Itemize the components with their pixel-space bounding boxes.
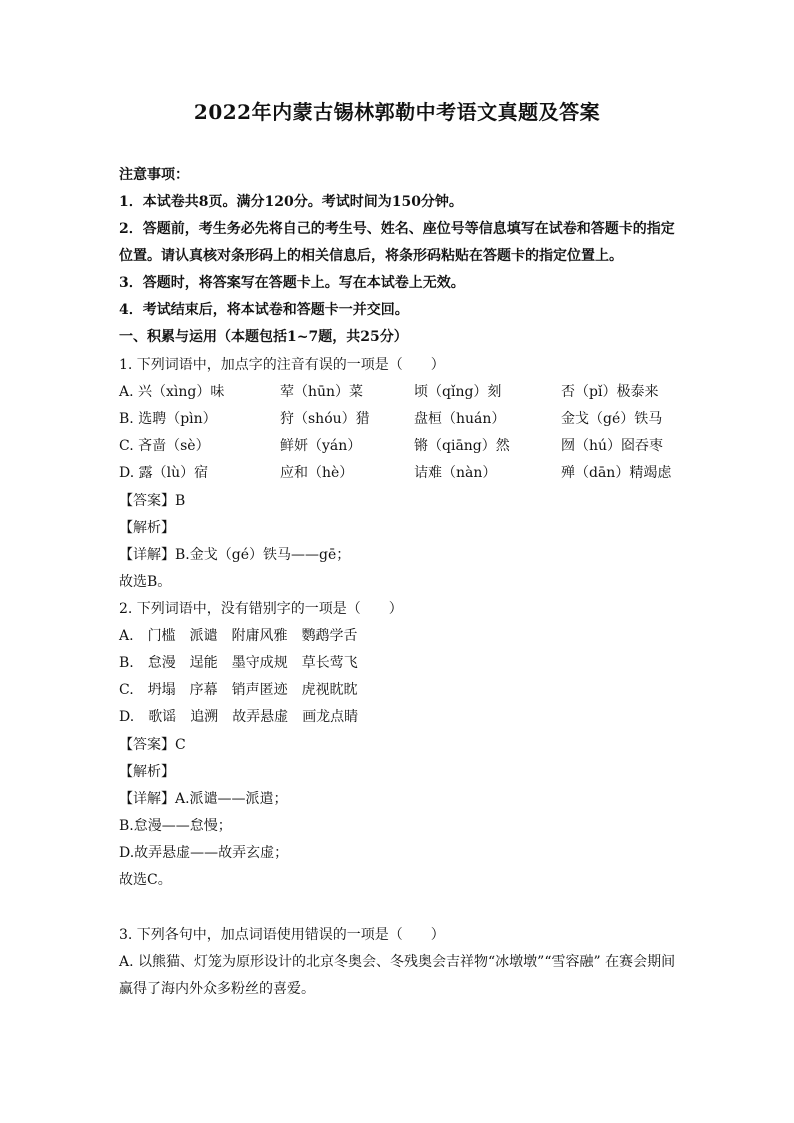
q2-option-word: 草长莺飞 [301,655,358,671]
notice-item-3: 3．答题时，将答案写在答题卡上。写在本试卷上无效。 [119,275,465,291]
q2-option-word: 追溯 [190,709,219,725]
q2-option-row [119,654,372,672]
q1-stem: 1. 下列词语中，加点字的注音有误的一项是（ ） [119,357,445,373]
q1-option: 金戈（gé）铁马 [561,411,663,427]
q3-stem: 3. 下列各句中，加点词语使用错误的一项是（ ） [119,927,445,943]
q2-option-word: 派谴 [189,628,218,644]
q2-option-word: 附庸风雅 [231,628,288,644]
notice-item-1: 1．本试卷共8页。满分120分。考试时间为150分钟。 [119,194,463,210]
q2-option-word: 逞能 [189,655,218,671]
q1-option: 诘难（nàn） [414,465,497,481]
q2-option-row [119,627,372,645]
q2-option-word: 序幕 [189,682,218,698]
section-heading: 一、积累与运用（本题包括1~7题，共25分） [119,329,408,345]
q2-option-word: 故弄悬虚 [232,709,289,725]
q1-detail: 【详解】B.金戈（gé）铁马——gē； [119,547,351,563]
q1-option: 荤（hūn）菜 [280,384,364,400]
q1-option: 锵（qiāng）然 [414,438,510,454]
q1-answer: 【答案】B [119,493,186,509]
q2-option-row [119,681,372,699]
q2-option-row [119,708,372,726]
q2-option-letter: A. [119,628,134,644]
notice-item-2-cont: 位置。请认真核对条形码上的相关信息后，将条形码粘贴在答题卡的指定位置上。 [119,248,623,264]
q3-option-a: A. 以熊猫、灯笼为原形设计的北京冬奥会、冬残奥会吉祥物“冰墩墩”“雪容融” 在赛会期间赢得了海内外众多粉丝的喜爱。 [119,954,676,997]
notice-heading: 注意事项： [119,167,189,183]
q2-analysis: 【解析】 [119,764,175,780]
q2-option-word: 墨守成规 [231,655,288,671]
q1-option: 否（pǐ）极泰来 [561,384,659,400]
q1-option: D. 露（lù）宿 [119,465,209,481]
q2-detail: D.故弄悬虚——故弄玄虚； [119,845,289,861]
q2-detail: 【详解】A.派谴——派遣； [119,791,288,807]
q1-option: 殚（dān）精竭虑 [561,465,672,481]
q2-option-letter: D. [119,709,135,725]
q1-option: 鲜妍（yán） [280,438,362,454]
document-title: 2022年内蒙古锡林郭勒中考语文真题及答案 [193,100,601,124]
q2-option-word: 坍塌 [147,682,176,698]
q1-option: 盘桓（huán） [414,411,506,427]
q2-option-letter: B. [119,655,134,671]
q2-option-word: 门槛 [147,628,176,644]
notice-item-2: 2．答题前，考生务必先将自己的考生号、姓名、座位号等信息填写在试卷和答题卡的指定 [119,221,675,237]
q1-conclusion: 故选B。 [119,574,172,590]
q2-option-letter: C. [119,682,134,698]
q2-stem: 2. 下列词语中，没有错别字的一项是（ ） [119,601,403,617]
notice-item-4: 4．考试结束后，将本试卷和答题卡一并交回。 [119,302,409,318]
q1-option: B. 选聘（pìn） [119,411,217,427]
q2-detail: B.怠漫——怠慢； [119,818,232,834]
q2-option-word: 虎视眈眈 [301,682,358,698]
q2-conclusion: 故选C。 [119,872,172,888]
q2-option-word: 怠漫 [147,655,176,671]
q1-option: 应和（hè） [280,465,354,481]
q1-option: 囫（hú）囵吞枣 [561,438,664,454]
q1-analysis: 【解析】 [119,520,175,536]
q2-option-word: 画龙点睛 [302,709,359,725]
q1-option: 狩（shóu）猎 [280,411,370,427]
q1-option: A. 兴（xìng）味 [119,384,225,400]
q2-answer: 【答案】C [119,737,186,753]
q2-option-word: 歌谣 [148,709,177,725]
q1-option: 顷（qǐng）刻 [414,384,502,400]
q2-option-word: 销声匿迹 [231,682,288,698]
q2-option-word: 鹦鹉学舌 [301,628,358,644]
q1-option: C. 吝啬（sè） [119,438,210,454]
